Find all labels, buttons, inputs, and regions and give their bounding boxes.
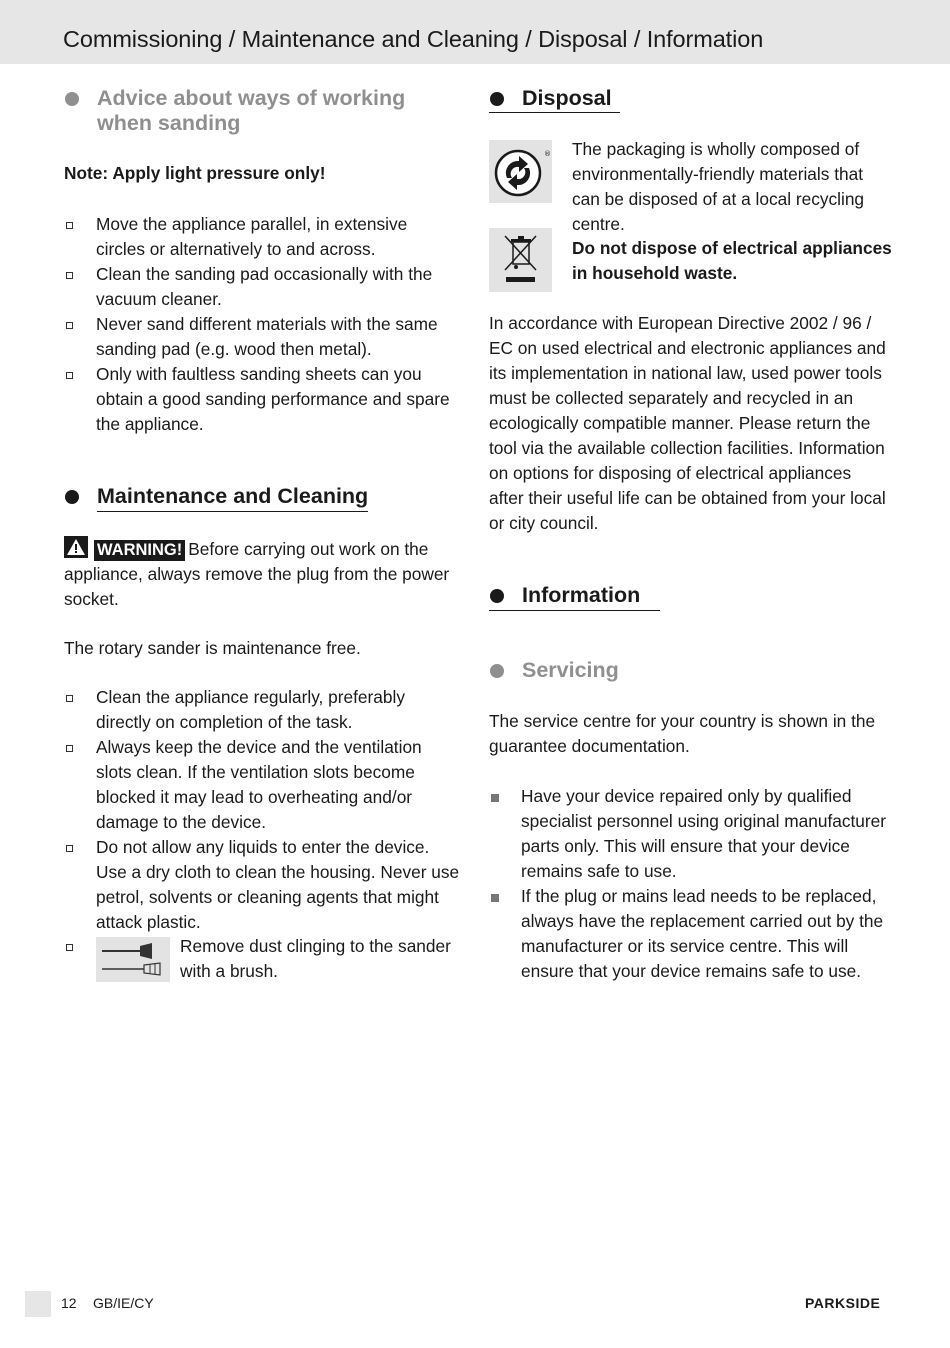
disposal-heading-rule <box>489 112 620 113</box>
crossed-bin-icon <box>489 228 552 292</box>
recycling-icon <box>489 140 552 203</box>
maintenance-free-text: The rotary sander is maintenance free. <box>64 638 361 658</box>
warning-badge: WARNING! <box>94 540 185 561</box>
square-bullet-icon <box>491 794 499 802</box>
information-heading <box>489 583 640 608</box>
bullet-dot-icon <box>65 490 79 504</box>
advice-heading-text: Advice about ways of working when sanding <box>97 86 406 135</box>
disposal-heading <box>489 86 612 111</box>
advice-list <box>64 212 460 437</box>
region-code: GB/IE/CY <box>93 1295 154 1311</box>
weee-warning-text: Do not dispose of electrical appliances in household waste. <box>572 238 892 283</box>
checkbox-bullet-icon <box>66 695 73 702</box>
advice-heading <box>64 86 460 136</box>
list-item-text: Have your device repaired only by qualified specialist personnel using original manufacturer parts only. This will ensure that your device remains safe to use. <box>521 786 887 881</box>
list-item <box>489 884 889 984</box>
list-item-text: Never sand different materials with the same sanding pad (e.g. wood then metal). <box>96 314 438 359</box>
list-item <box>64 835 460 935</box>
warning-text: Before carrying out work on the appliance, always remove the plug from the power socket. <box>64 539 450 609</box>
packaging-text: The packaging is wholly composed of environmentally-friendly materials that can be disposed of at a local recycling centre. <box>572 139 865 234</box>
page-number: 12 <box>61 1295 77 1311</box>
list-item-text: If the plug or mains lead needs to be replaced, always have the replacement carried out by the manufacturer or its service centre. This will ensure that your device remains safe to use. <box>521 886 884 981</box>
square-bullet-icon <box>491 894 499 902</box>
list-item <box>64 262 460 312</box>
svg-text:®: ® <box>544 150 551 158</box>
information-heading-rule <box>489 610 660 611</box>
footer-page-box <box>25 1291 51 1317</box>
list-item-text: Do not allow any liquids to enter the device. Use a dry cloth to clean the housing. Never use petrol, solvents or cleaning agents that might attack plastic. <box>96 837 460 932</box>
note-text: Note: Apply light pressure only! <box>64 163 326 183</box>
information-heading-text: Information <box>522 583 641 607</box>
list-item-text: Clean the appliance regularly, preferably directly on completion of the task. <box>96 687 406 732</box>
list-item-text: Only with faultless sanding sheets can you obtain a good sanding performance and spare the appliance. <box>96 364 450 434</box>
maintenance-list <box>64 685 460 935</box>
list-item-text: Move the appliance parallel, in extensive circles or alternatively to and across. <box>96 214 408 259</box>
servicing-heading-text: Servicing <box>522 658 619 682</box>
maintenance-heading <box>64 484 368 512</box>
checkbox-bullet-icon <box>66 372 73 379</box>
servicing-heading <box>489 658 619 683</box>
servicing-text: The service centre for your country is shown in the guarantee documentation. <box>489 711 876 756</box>
warning-paragraph <box>64 536 460 612</box>
list-item <box>64 735 460 835</box>
checkbox-bullet-icon <box>66 272 73 279</box>
brand-logo: PARKSIDE <box>805 1295 881 1311</box>
page-header <box>0 0 950 64</box>
bullet-dot-icon <box>490 92 504 106</box>
warning-triangle-icon <box>64 536 88 558</box>
list-item <box>64 362 460 437</box>
checkbox-bullet-icon <box>66 845 73 852</box>
bullet-dot-icon <box>490 664 504 678</box>
brush-item <box>64 934 460 984</box>
brush-icon <box>96 937 170 982</box>
maintenance-heading-text: Maintenance and Cleaning <box>97 484 368 512</box>
list-item <box>64 685 460 735</box>
checkbox-bullet-icon <box>66 745 73 752</box>
list-item-text: Always keep the device and the ventilation slots clean. If the ventilation slots become blocked it may lead to overheating and/or damage to the device. <box>96 737 422 832</box>
directive-text: In accordance with European Directive 2002 / 96 / EC on used electrical and electronic appliances and its implementation in national law, used power tools must be collected separately and recycled in an ecologically compatible manner. Please return the tool via the available collection facilities. Information on options for disposing of electrical appliances after their useful life can be obtained from your local or city council. <box>489 313 886 533</box>
disposal-heading-text: Disposal <box>522 86 612 110</box>
servicing-list <box>489 784 889 984</box>
list-item-text: Clean the sanding pad occasionally with the vacuum cleaner. <box>96 264 433 309</box>
page-title: Commissioning / Maintenance and Cleaning / Disposal / Information <box>63 26 764 52</box>
checkbox-bullet-icon <box>66 322 73 329</box>
checkbox-bullet-icon <box>66 222 73 229</box>
list-item <box>64 212 460 262</box>
list-item <box>64 312 460 362</box>
bullet-dot-icon <box>65 92 79 106</box>
list-item <box>489 784 889 884</box>
checkbox-bullet-icon <box>66 944 73 951</box>
bullet-dot-icon <box>490 589 504 603</box>
brush-item-text: Remove dust clinging to the sander with a brush. <box>180 936 451 981</box>
